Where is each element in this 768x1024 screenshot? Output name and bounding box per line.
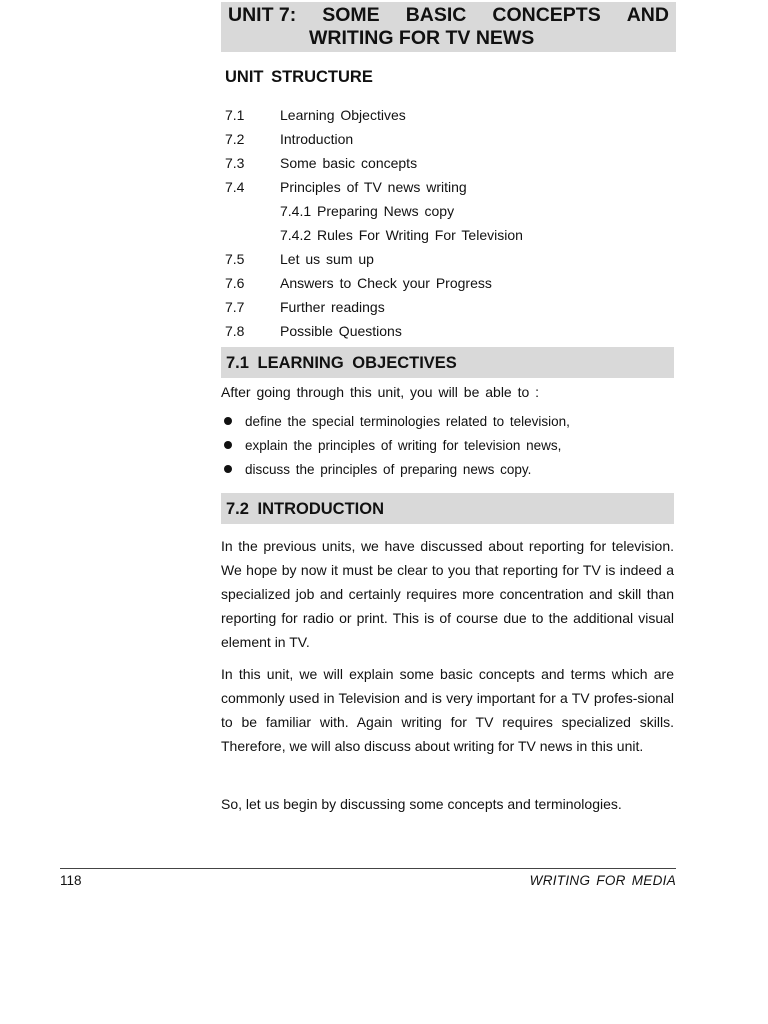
- toc-number: 7.2: [225, 131, 245, 147]
- intro-paragraph: In this unit, we will explain some basic concepts and terms which are commonly used in Television and is very important for a TV profes-sional to be familiar with. Again writing for TV requires specialized skills. Therefore, we will also discuss about writing for TV news in this unit.: [221, 666, 674, 754]
- toc-number: 7.5: [225, 251, 245, 267]
- toc-number: 7.1: [225, 107, 245, 123]
- toc-text: Introduction: [280, 131, 354, 147]
- section-heading-bar: [221, 493, 674, 524]
- section-heading-introduction: 7.2 INTRODUCTION: [226, 500, 385, 518]
- toc-text: Further readings: [280, 299, 385, 315]
- toc-text: Learning Objectives: [280, 107, 406, 123]
- toc-text: Principles of TV news writing: [280, 179, 467, 195]
- unit-title-box: [221, 2, 676, 52]
- objective-text: discuss the principles of preparing news copy.: [245, 462, 532, 477]
- toc-item: [225, 296, 675, 320]
- toc-subitem: [225, 224, 675, 248]
- section-heading-bar: [221, 347, 674, 378]
- intro-paragraph: In the previous units, we have discussed about reporting for television. We hope by now it must be clear to you that reporting for TV is indeed a specialized job and certainly requires more concentration and skill than reporting for radio or print. This is of course due to the additional visual element in TV.: [221, 538, 674, 650]
- objective-item: [224, 459, 679, 483]
- unit-title-line1: [228, 3, 669, 27]
- unit-title-line2: WRITING FOR TV NEWS: [309, 27, 535, 49]
- toc-number: 7.6: [225, 275, 245, 291]
- unit-title-word: CONCEPTS: [492, 4, 601, 26]
- toc-item: [225, 152, 675, 176]
- unit-title-word: SOME: [322, 4, 380, 26]
- bullet-icon: [224, 417, 232, 425]
- toc-text: 7.4.2 Rules For Writing For Television: [280, 227, 523, 243]
- section-heading-learning-objectives: 7.1 LEARNING OBJECTIVES: [226, 354, 457, 372]
- toc-item: [225, 176, 675, 200]
- toc-text: Some basic concepts: [280, 155, 418, 171]
- toc-number: 7.4: [225, 179, 245, 195]
- unit-structure-heading: UNIT STRUCTURE: [225, 68, 373, 86]
- toc-number: 7.7: [225, 299, 245, 315]
- page-number: 118: [60, 873, 82, 888]
- unit-title-word: UNIT 7:: [228, 4, 297, 26]
- intro-paragraph: So, let us begin by discussing some concepts and terminologies.: [221, 796, 622, 812]
- toc-number: 7.8: [225, 323, 245, 339]
- objective-item: [224, 411, 679, 435]
- toc-item: [225, 320, 675, 344]
- unit-structure-list: [225, 104, 675, 344]
- bullet-icon: [224, 465, 232, 473]
- toc-text: Let us sum up: [280, 251, 374, 267]
- bullet-icon: [224, 441, 232, 449]
- toc-text: Answers to Check your Progress: [280, 275, 492, 291]
- toc-item: [225, 104, 675, 128]
- objectives-lead-text: After going through this unit, you will be able to :: [221, 384, 540, 400]
- toc-item: [225, 248, 675, 272]
- objectives-list: [224, 411, 679, 483]
- toc-item: [225, 272, 675, 296]
- unit-title-word: BASIC: [405, 4, 467, 26]
- objective-text: explain the principles of writing for television news,: [245, 438, 562, 453]
- toc-number: 7.3: [225, 155, 245, 171]
- toc-item: [225, 128, 675, 152]
- toc-text: 7.4.1 Preparing News copy: [280, 203, 455, 219]
- running-head: WRITING FOR MEDIA: [529, 873, 676, 888]
- objective-text: define the special terminologies related to television,: [245, 414, 570, 429]
- toc-text: Possible Questions: [280, 323, 402, 339]
- unit-title-word: AND: [626, 4, 669, 26]
- objective-item: [224, 435, 679, 459]
- footer-rule: [60, 868, 676, 869]
- toc-subitem: [225, 200, 675, 224]
